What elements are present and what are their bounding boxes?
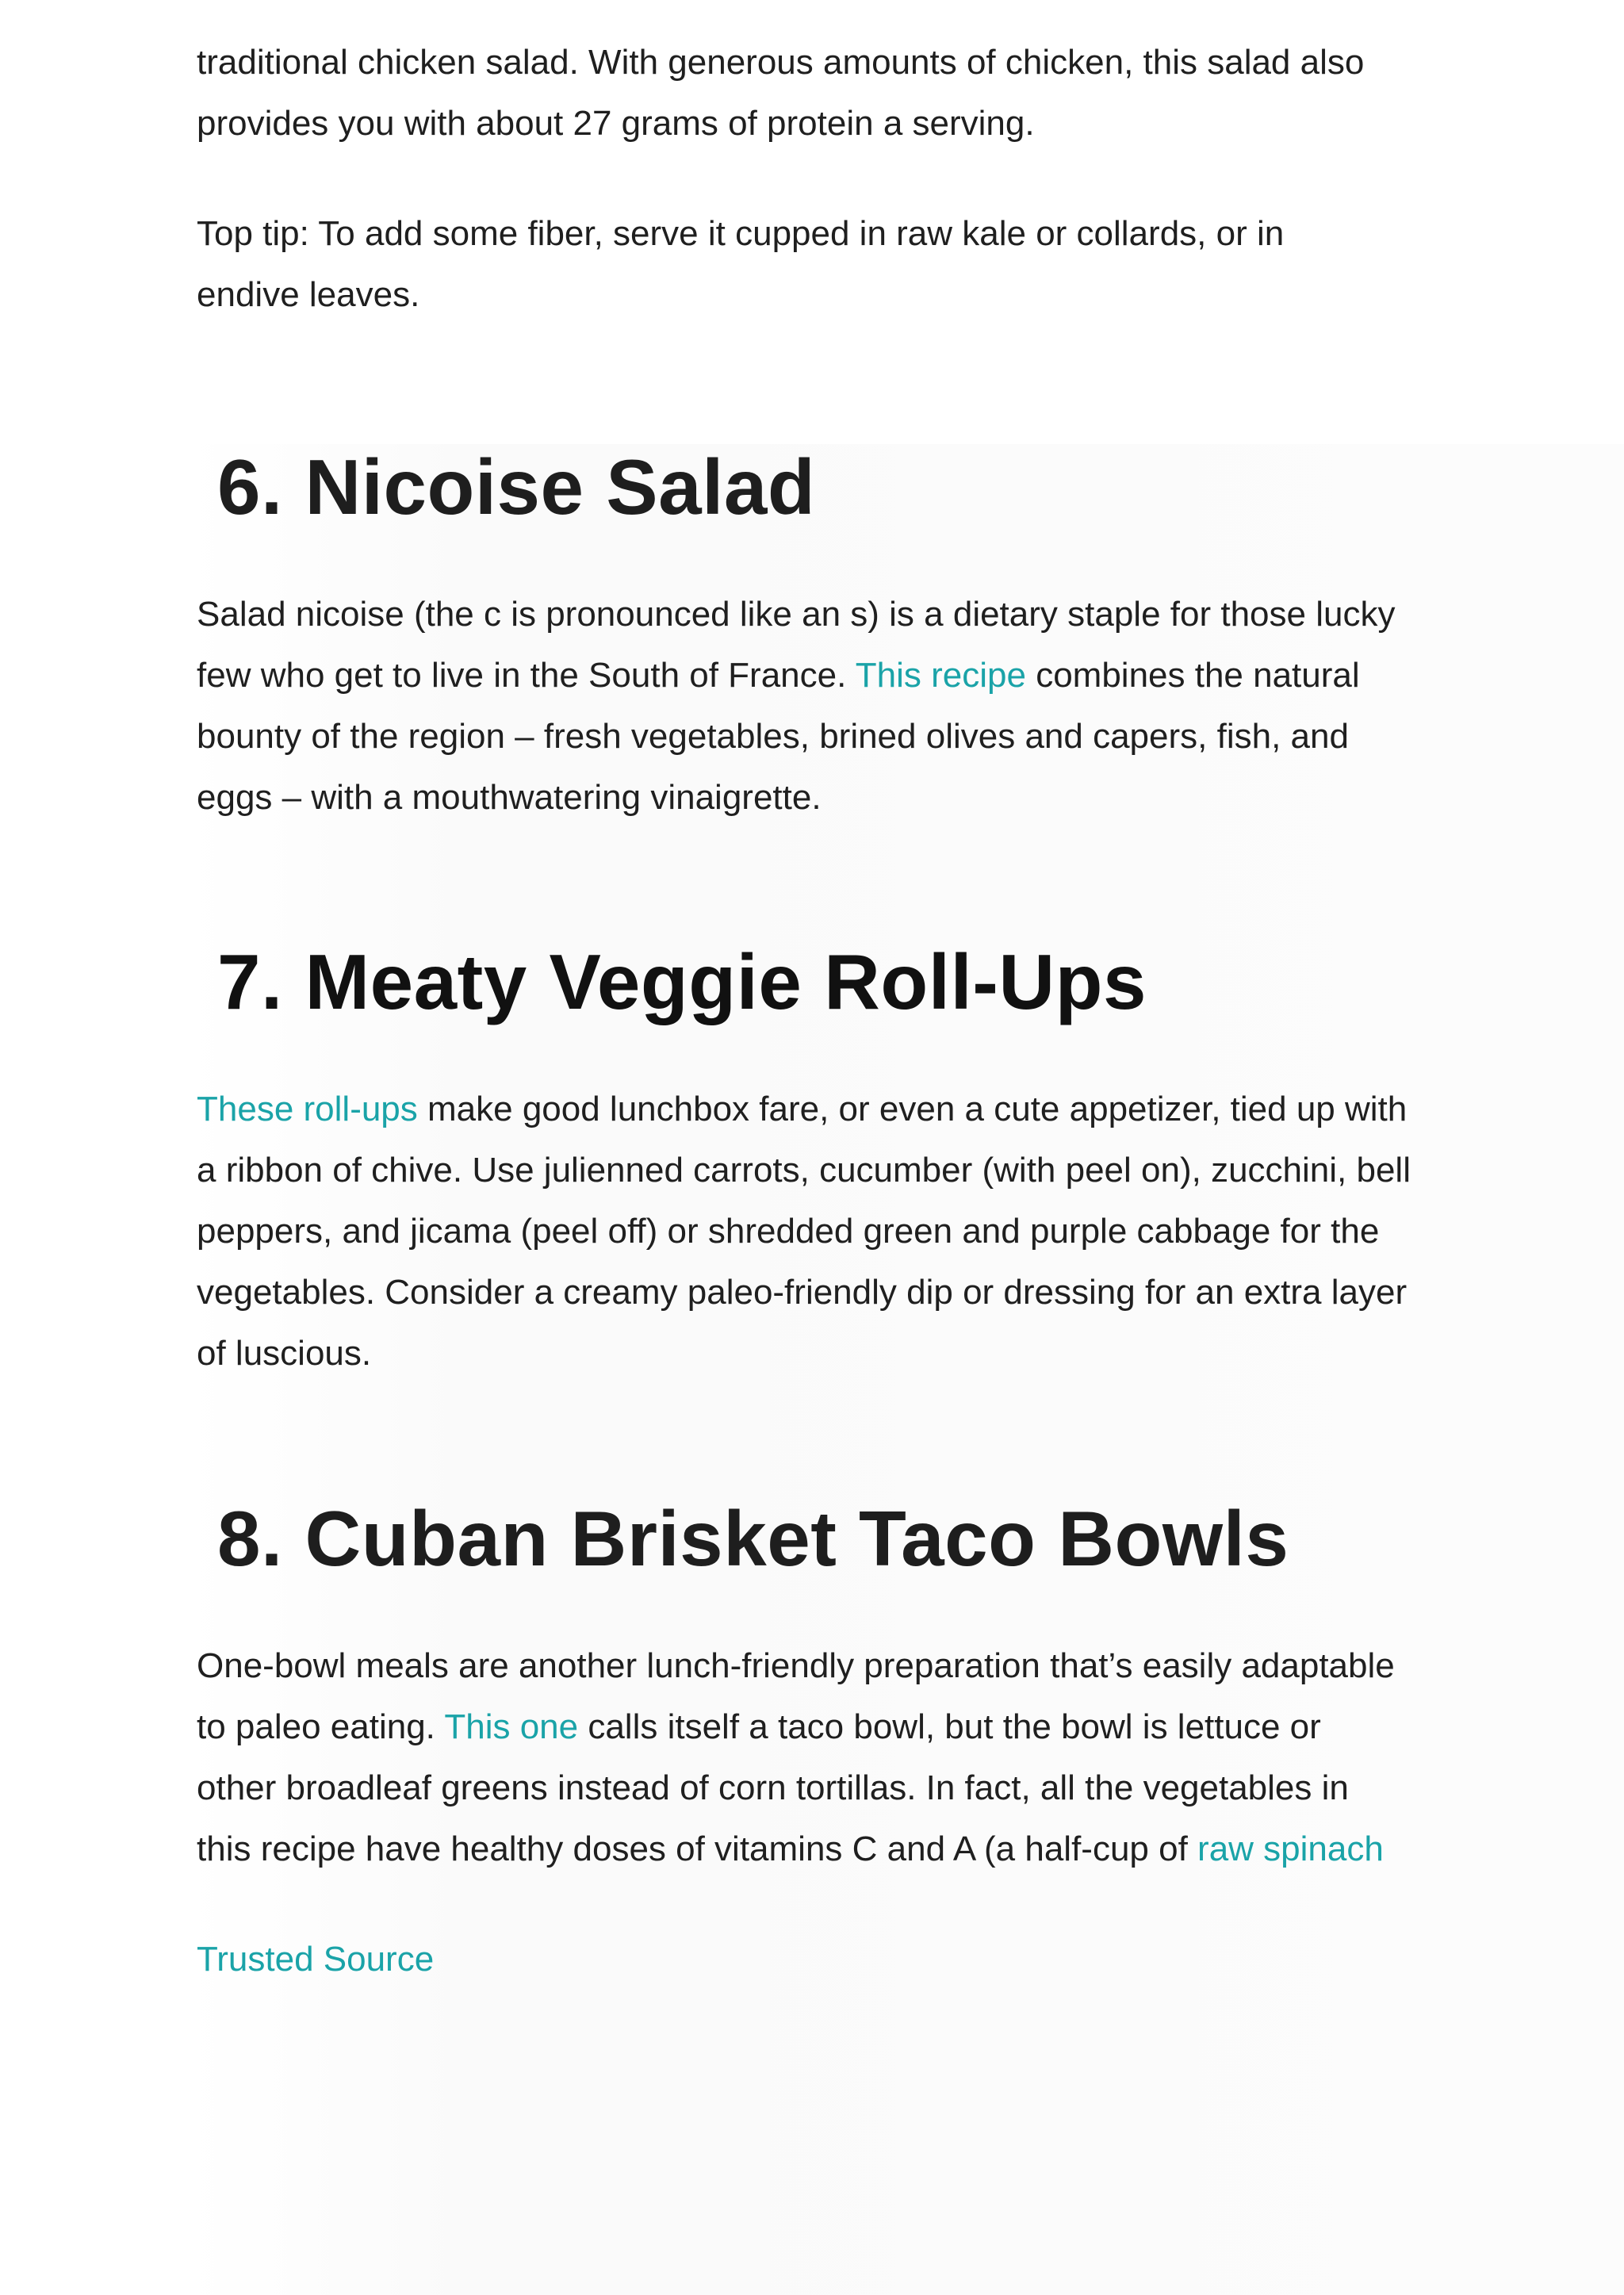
trusted-source-link[interactable]: Trusted Source: [197, 1940, 435, 1979]
section-8-text-middle: calls itself a taco bowl, but the bowl is lettuce or other broadleaf greens instead of corn tortillas. In fact, all the vegetables in this recipe have healthy doses of vitamins C and A (a half-cup of: [197, 1707, 1349, 1868]
raw-spinach-link[interactable]: raw spinach: [1197, 1829, 1384, 1868]
section-6-heading: 6. Nicoise Salad: [217, 443, 816, 531]
section-6-text-before: Salad nicoise (the c is pronounced like an s) is a dietary staple for those lucky few who get to live in the South of France.: [197, 595, 1396, 695]
section-6-text-after: combines the natural bounty of the region – fresh vegetables, brined olives and capers, fish, and eggs – with a mouthwatering vinaigrette.: [197, 656, 1360, 817]
section-8-heading: 8. Cuban Brisket Taco Bowls: [217, 1495, 1289, 1582]
section-7-heading: 7. Meaty Veggie Roll-Ups: [217, 938, 1147, 1025]
this-recipe-link[interactable]: This recipe: [855, 656, 1026, 695]
section-8-text-before: One-bowl meals are another lunch-friendly preparation that’s easily adaptable to paleo eating.: [197, 1646, 1395, 1746]
article-content: [197, 32, 1434, 1990]
section-6-paragraph: [197, 584, 1418, 828]
section-8-paragraph: [197, 1635, 1410, 1879]
intro-text-2: Top tip: To add some fiber, serve it cupped in raw kale or collards, or in endive leaves.: [197, 214, 1285, 314]
trusted-source-paragraph: [197, 1929, 1434, 1990]
intro-paragraph-1: [197, 32, 1386, 154]
intro-text-1: traditional chicken salad. With generous amounts of chicken, this salad also provides you with about 27 grams of protein a serving.: [197, 43, 1365, 143]
section-7-paragraph: [197, 1079, 1434, 1384]
intro-paragraph-2: [197, 203, 1386, 325]
section-7-text-after: make good lunchbox fare, or even a cute appetizer, tied up with a ribbon of chive. Use julienned carrots, cucumber (with peel on), zucchini, bell peppers, and jicama (peel off) or shredded green and purple cabbage for the vegetables. Consider a creamy paleo-friendly dip or dressing for an extra layer of luscious.: [197, 1090, 1411, 1373]
this-one-link[interactable]: This one: [444, 1707, 579, 1746]
these-roll-ups-link[interactable]: These roll-ups: [197, 1090, 418, 1128]
